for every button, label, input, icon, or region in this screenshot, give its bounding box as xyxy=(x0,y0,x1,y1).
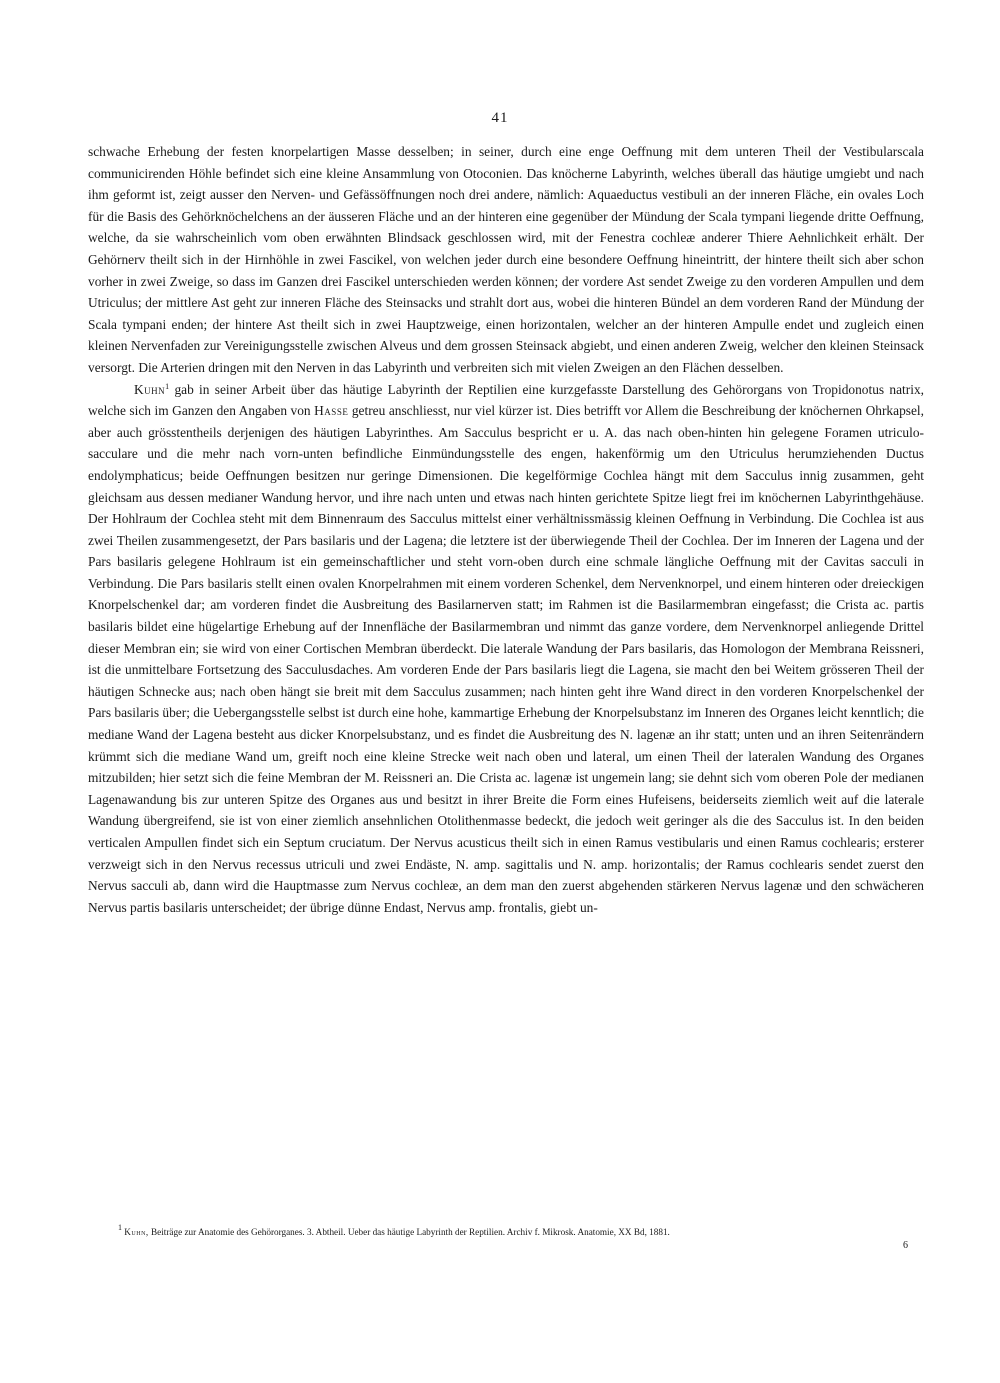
footnote-author: Kuhn, xyxy=(124,1227,149,1237)
footnote xyxy=(118,1223,908,1239)
footnote-reference: 1 xyxy=(165,381,170,391)
paragraph-1 xyxy=(88,141,924,379)
footnote-text: Beiträge zur Anatomie des Gehörorganes. 3. Abtheil. Ueber das häutige Labyrinth der Reptilien. Archiv f. Mikrosk. Anatomie, XX Bd, 1881. xyxy=(148,1227,670,1237)
text-run: getreu anschliesst, nur viel kürzer ist. Dies betrifft vor Allem die Beschreibung der knöchernen Ohrkapsel, aber auch grösstentheils derjenigen des häutigen Labyrinthes. Am Sacculus bespricht er u. A. das nach oben-hinten hin gelegene Foramen utriculo-sacculare und die mehr nach vorn-unten befindliche Einmündungsstelle des engen, hakenförmig um den Utriculus herumziehenden Ductus endolymphaticus; beide Oeffnungen besitzen nur geringe Dimensionen. Die kegelförmige Cochlea hängt mit dem Sacculus innig zusammen, geht gleichsam aus dessen medianer Wandung hervor, und ihre nach unten und etwas nach hinten gerichtete Spitze liegt frei im knöchernen Labyrinthgehäuse. Der Hohlraum der Cochlea steht mit dem Binnenraum des Sacculus mittelst einer verhältnissmässig kleinen Oeffnung in Verbindung. Die Cochlea ist aus zwei Theilen zusammengesetzt, der Pars basilaris und der Lagena; die letztere ist der überwiegende Theil der Cochlea. Der im Inneren der Lagena und der Pars basilaris gelegene Hohlraum ist ein gemeinschaftlicher und steht vorn-oben durch eine schmale längliche Oeffnung mit der Cavitas sacculi in Verbindung. Die Pars basilaris stellt einen ovalen Knorpelrahmen mit einem vorderen Schenkel, dem Nervenknorpel, und einem hinteren oder dreieckigen Knorpelschenkel dar; am vorderen findet die Ausbreitung des Basilarnerven statt; im Rahmen ist die Basilarmembran eingefasst; die Crista ac. partis basilaris bildet eine hügelartige Erhebung auf der Innenfläche der Basilarmembran und nimmt das ganze vordere, dem Nervenknorpel anliegende Drittel dieser Membran ein; sie wird von einer Cortischen Membran überdeckt. Die laterale Wandung der Pars basilaris, das Homologon der Membrana Reissneri, ist die unmittelbare Fortsetzung des Sacculusdaches. Am vorderen Ende der Pars basilaris liegt die Lagena, sie macht den bei Weitem grösseren Theil der häutigen Schnecke aus; nach oben hängt sie breit mit dem Sacculus zusammen; nach hinten geht ihre Wand direct in den vorderen Knorpelschenkel der Pars basilaris über; die Uebergangsstelle selbst ist durch eine hohe, kammartige Erhebung der Knorpelsubstanz im Inneren des Organes leicht kenntlich; die mediane Wand der Lagena besteht aus dicker Knorpelsubstanz, und es findet die Ausbreitung des N. lagenæ an ihr statt; unten und an ihren Seitenrändern krümmt sich die mediane Wand um, greift noch eine kleine Strecke weit nach oben und lateral, um einen Theil der lateralen Wandung des Organes mitzubilden; hier setzt sich die feine Membran der M. Reissneri an. Die Crista ac. lagenæ ist ungemein lang; sie dehnt sich vom oberen Pole der medianen Lagenawandung bis zur unteren Spitze des Organes aus und besitzt in ihrer Breite die Form eines Hufeisens, beiderseits ziemlich weit auf die laterale Wandung übergreifend, sie ist von einer ziemlich ansehnlichen Otolithenmasse bedeckt, die jedoch weit geringer als die des Sacculus ist. In den beiden verticalen Ampullen findet sich ein Septum cruciatum. Der Nervus acusticus theilt sich in einen Ramus vestibularis und einen Ramus cochlearis; ersterer verzweigt sich in den Nervus recessus utriculi und zwei Endäste, N. amp. sagittalis und N. amp. horizontalis; der Ramus cochlearis sendet zuerst den Nervus sacculi ab, dann wird die Hauptmasse zum Nervus cochleæ, an dem man den zuerst abgehenden stärkeren Nervus lagenæ und den schwächeren Nervus partis basilaris unterscheidet; der übrige dünne Endast, Nervus amp. frontalis, giebt un- xyxy=(88,403,924,915)
footnote-marker: 1 xyxy=(118,1223,122,1232)
author-name: Kuhn xyxy=(134,381,166,397)
author-name: Hasse xyxy=(314,403,349,419)
page-number: 41 xyxy=(491,110,509,126)
printer-signature: 6 xyxy=(903,1240,908,1251)
paragraph-2 xyxy=(88,379,924,919)
body-text xyxy=(88,141,924,918)
text-run: schwache Erhebung der festen knorpelartigen Masse desselben; in seiner, durch eine enge Oeffnung mit dem unteren Theil der Vestibularscala communicirenden Höhle befindet sich eine kleine Ansammlung von Otoconien. Das knöcherne Labyrinth, welches überall das häutige umgiebt und nach ihm geformt ist, zeigt ausser den Nerven- und Gefässöffnungen noch drei andere, nämlich: Aquaeductus vestibuli an der inneren Fläche, ein ovales Loch für die Basis des Gehörknöchelchens an der äusseren Fläche und an der hinteren eine gegenüber der Mündung der Scala tympani liegende dritte Oeffnung, welche, da sie wahrscheinlich vom oben erwähnten Blindsack geschlossen wird, mit der Fenestra cochleæ anderer Thiere Aehnlichkeit erhält. Der Gehörnerv theilt sich in der Hirnhöhle in zwei Fascikel, von welchen jeder durch eine besondere Oeffnung hineintritt, der hintere theilt sich aber schon vorher in zwei Zweige, so dass im Ganzen drei Fascikel unterschieden werden können; der vordere Ast sendet Zweige zu den vorderen Ampullen und dem Utriculus; der mittlere Ast geht zur inneren Fläche des Steinsacks und strahlt dort aus, wobei die hinteren Bündel an dem vorderen Rand der Mündung der Scala tympani enden; der hintere Ast theilt sich in zwei Hauptzweige, einen horizontalen, welcher an der hinteren Ampulle endet und zugleich einen kleinen Nervenfaden zur Vereinigungsstelle zwischen Alveus und dem grossen Steinsack abgiebt, und einen anderen Zweig, welcher den kleinen Steinsack versorgt. Die Arterien dringen mit den Nerven in das Labyrinth und verbreiten sich mit vielen Zweigen an den Flächen desselben. xyxy=(88,144,924,375)
text-run: gab in seiner Arbeit über das häutige Labyrinth der Reptilien eine kurzgefasste Darstellung des Gehörorgans von Tropidonotus natrix, welche sich im Ganzen den Angaben von xyxy=(88,381,924,419)
